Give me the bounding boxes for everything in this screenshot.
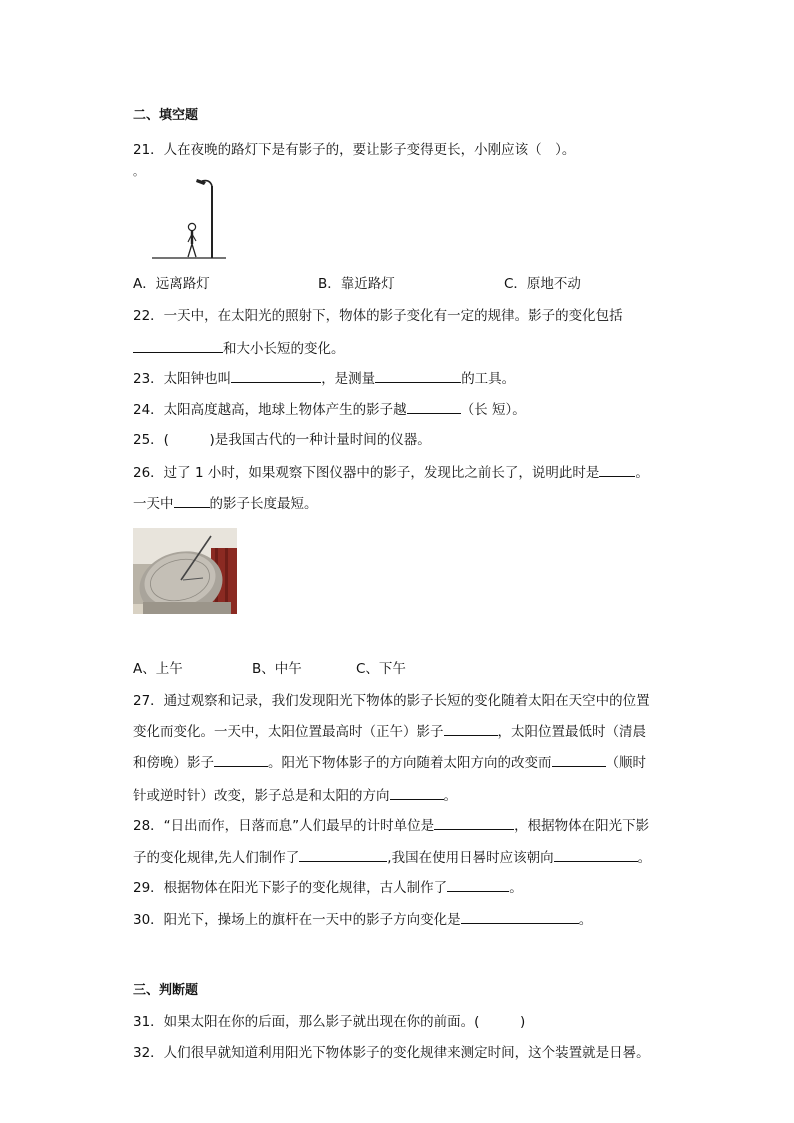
question-24-text-b: （长 短）。 xyxy=(460,402,526,418)
question-27-line-1: 27．通过观察和记录，我们发现阳光下物体的影子长短的变化随着太阳在天空中的位置 xyxy=(133,693,650,709)
question-21-text: 21．人在夜晚的路灯下是有影子的，要让影子变得更长，小刚应该（ ）。 xyxy=(133,142,576,158)
answer-blank[interactable] xyxy=(214,752,268,767)
question-26-text-a: 26．过了 1 小时，如果观察下图仪器中的影子，发现比之前长了，说明此时是 xyxy=(133,465,600,481)
answer-blank[interactable] xyxy=(434,815,514,830)
answer-blank[interactable] xyxy=(444,721,498,736)
street-lamp-figure xyxy=(150,176,230,260)
question-24-line xyxy=(133,399,526,420)
question-29-text: 29．根据物体在阳光下影子的变化规律，古人制作了 xyxy=(133,880,448,896)
person-leg-right xyxy=(192,244,196,257)
question-28-text: ，根据物体在阳光下影 xyxy=(514,818,650,834)
question-30-text: 。 xyxy=(578,912,593,928)
question-21-option-b: B．靠近路灯 xyxy=(318,276,395,292)
question-28-text: 28．“日出而作，日落而息”人们最早的计时单位是 xyxy=(133,818,435,834)
question-28-line-1 xyxy=(133,815,649,836)
question-28-text: 子的变化规律,先人们制作了 xyxy=(133,850,300,866)
answer-blank[interactable] xyxy=(554,847,638,862)
question-26-text-c: 一天中 xyxy=(133,496,174,512)
answer-blank[interactable] xyxy=(231,368,321,383)
question-26-text-d: 的影子长度最短。 xyxy=(209,496,318,512)
question-27-text: 。阳光下物体影子的方向随着太阳方向的改变而 xyxy=(268,755,552,771)
question-27-text: 针或逆时针）改变，影子总是和太阳的方向 xyxy=(133,788,390,804)
question-21-mark: 。 xyxy=(133,165,144,178)
question-28-line-2 xyxy=(133,847,651,868)
question-26-option-a: A、上午 xyxy=(133,661,183,677)
question-26-line-2 xyxy=(133,493,318,514)
question-26-option-b: B、中午 xyxy=(252,661,302,677)
question-29-line xyxy=(133,877,523,898)
section-heading-fill-in: 二、填空题 xyxy=(133,108,199,123)
question-27-text: （顺时 xyxy=(605,755,646,771)
question-26-text-b: 。 xyxy=(635,465,649,481)
question-23-text-a: 23．太阳钟也叫 xyxy=(133,371,232,387)
question-21-option-c: C．原地不动 xyxy=(504,276,581,292)
question-28-text: 。 xyxy=(637,850,652,866)
answer-blank[interactable] xyxy=(599,462,635,477)
question-26-line-1 xyxy=(133,462,649,483)
question-25-text: 25．( )是我国古代的一种计量时间的仪器。 xyxy=(133,432,431,448)
question-27-line-2 xyxy=(133,721,646,742)
question-21-option-a: A．远离路灯 xyxy=(133,276,210,292)
answer-blank[interactable] xyxy=(407,399,461,414)
answer-blank[interactable] xyxy=(375,368,461,383)
question-22-line-2 xyxy=(133,338,345,359)
person-leg-left xyxy=(188,244,192,257)
question-29-text: 。 xyxy=(509,880,523,896)
question-27-text: 和傍晚）影子 xyxy=(133,755,214,771)
question-28-text: ,我国在使用日晷时应该朝向 xyxy=(387,850,554,866)
question-27-line-4 xyxy=(133,785,457,806)
answer-blank[interactable] xyxy=(390,785,444,800)
question-27-text: ，太阳位置最低时（清晨 xyxy=(497,724,646,740)
question-23-text-b: ，是测量 xyxy=(321,371,376,387)
answer-blank[interactable] xyxy=(299,847,387,862)
answer-blank[interactable] xyxy=(133,338,223,353)
question-24-text-a: 24．太阳高度越高，地球上物体产生的影子越 xyxy=(133,402,407,418)
answer-blank[interactable] xyxy=(447,877,509,892)
person-head xyxy=(188,223,195,230)
section-heading-true-false: 三、判断题 xyxy=(133,983,199,998)
question-27-line-3 xyxy=(133,752,646,773)
question-23-text-c: 的工具。 xyxy=(461,371,516,387)
question-27-text: 。 xyxy=(443,788,457,804)
question-30-text: 30．阳光下，操场上的旗杆在一天中的影子方向变化是 xyxy=(133,912,461,928)
answer-blank[interactable] xyxy=(552,752,606,767)
question-22-line-1: 22．一天中，在太阳光的照射下，物体的影子变化有一定的规律。影子的变化包括 xyxy=(133,308,623,324)
question-23-line xyxy=(133,368,515,389)
question-32-text: 32．人们很早就知道利用阳光下物体影子的变化规律来测定时间，这个装置就是日晷。 xyxy=(133,1045,650,1061)
question-30-line xyxy=(133,909,592,930)
answer-blank[interactable] xyxy=(461,909,579,924)
question-31-text: 31．如果太阳在你的后面，那么影子就出现在你的前面。( ) xyxy=(133,1014,526,1030)
question-22-text-b: 和大小长短的变化。 xyxy=(223,341,345,357)
answer-blank[interactable] xyxy=(174,493,210,508)
sundial-photo xyxy=(133,528,237,614)
question-26-option-c: C、下午 xyxy=(356,661,406,677)
question-27-text: 变化而变化。一天中，太阳位置最高时（正午）影子 xyxy=(133,724,444,740)
